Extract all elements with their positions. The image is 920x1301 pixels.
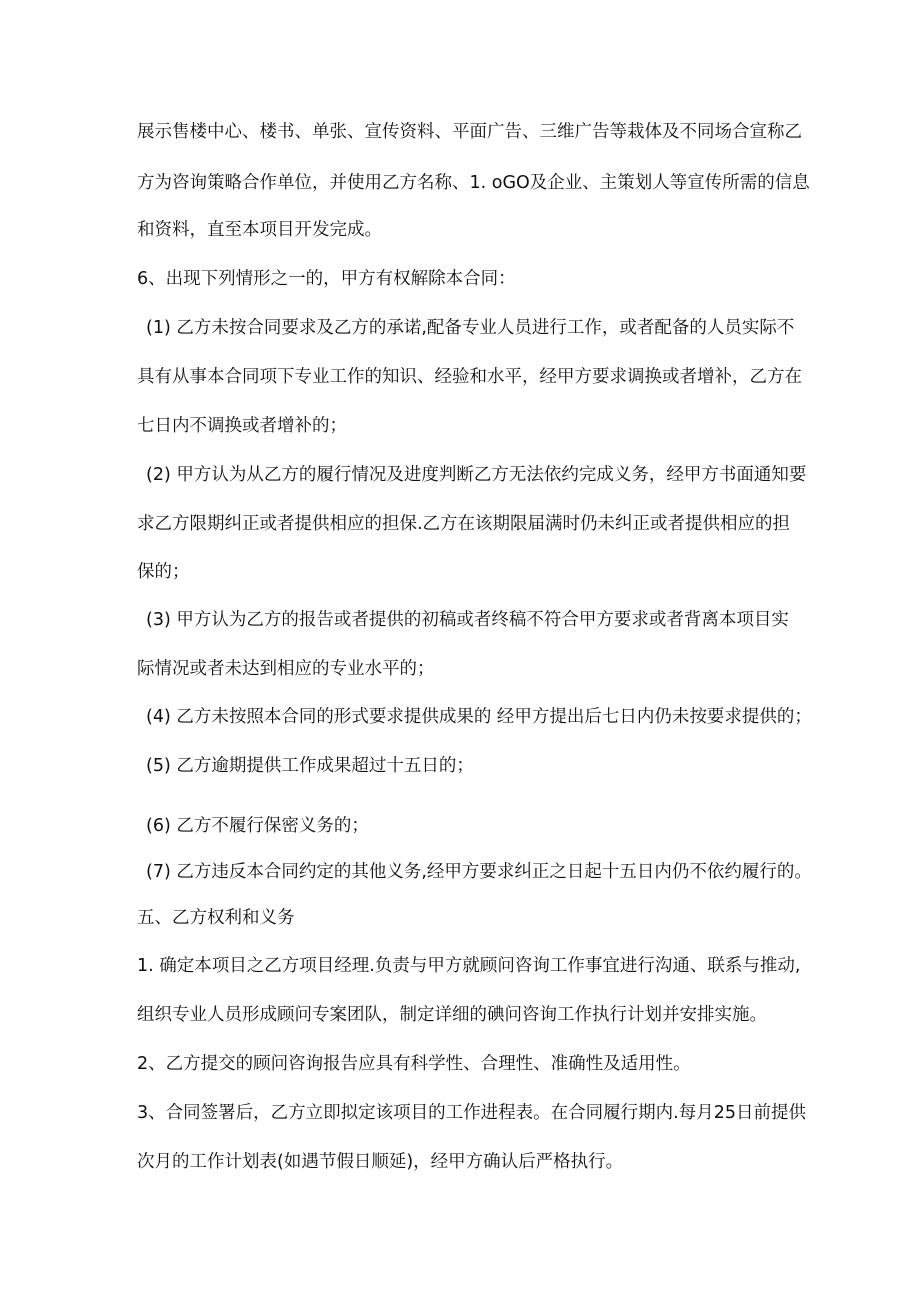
text-line: 具有从事本合同项下专业工作的知识、经验和水平，经甲方要求调换或者增补，乙方在: [137, 367, 802, 387]
text-line: 求乙方限期纠正或者提供相应的担保.乙方在该期限届满时仍未纠正或者提供相应的担: [137, 514, 791, 534]
text-line: 2、乙方提交的顾问咨询报告应具有科学性、合理性、准确性及适用性。: [137, 1054, 691, 1074]
text-line: 次月的工作计划表(如遇节假日顺延)，经甲方确认后严格执行。: [137, 1152, 624, 1172]
text-line: 3、合同签署后，乙方立即拟定该项目的工作进程表。在合同履行期内.每月25日前提供: [137, 1103, 806, 1123]
section-heading: 6、出现下列情形之一的，甲方有权解除本合同：: [137, 269, 516, 289]
list-item: (4) 乙方未按照本合同的形式要求提供成果的 经甲方提出后七日内仍未按要求提供的；: [146, 707, 812, 727]
list-item: (3) 甲方认为乙方的报告或者提供的初稿或者终稿不符合甲方要求或者背离本项目实: [146, 610, 789, 630]
text-line: 方为咨询策略合作单位，并使用乙方名称、1. oGO及企业、主策划人等宣传所需的信息: [137, 173, 810, 193]
list-item: (7) 乙方违反本合同约定的其他义务,经甲方要求纠正之日起十五日内仍不依约履行的。: [146, 862, 812, 882]
list-item: (2) 甲方认为从乙方的履行情况及进度判断乙方无法依约完成义务，经甲方书面通知要: [146, 465, 807, 485]
text-line: 组织专业人员形成顾问专案团队，制定详细的碘问咨询工作执行计划并安排实施。: [137, 1005, 767, 1025]
list-item: (1) 乙方未按合同要求及乙方的承诺,配备专业人员进行工作，或者配备的人员实际不: [146, 318, 795, 338]
list-item: (6) 乙方不履行保密义务的；: [146, 816, 369, 836]
text-line: 和资料，直至本项目开发完成。: [137, 220, 382, 240]
text-line: 展示售楼中心、楼书、单张、宣传资料、平面广告、三维广告等栽体及不同场合宣称乙: [137, 122, 802, 142]
list-item: (5) 乙方逾期提供工作成果超过十五日的；: [146, 756, 474, 776]
text-line: 七日内不调换或者增补的；: [137, 416, 347, 436]
text-line: 际情况或者未达到相应的专业水平的；: [137, 659, 435, 679]
text-line: 1. 确定本项目之乙方项目经理.负责与甲方就顾问咨询工作事宜进行沟通、联系与推动,: [137, 956, 801, 976]
section-heading: 五、乙方权利和义务: [137, 908, 295, 928]
text-line: 保的；: [137, 562, 190, 582]
